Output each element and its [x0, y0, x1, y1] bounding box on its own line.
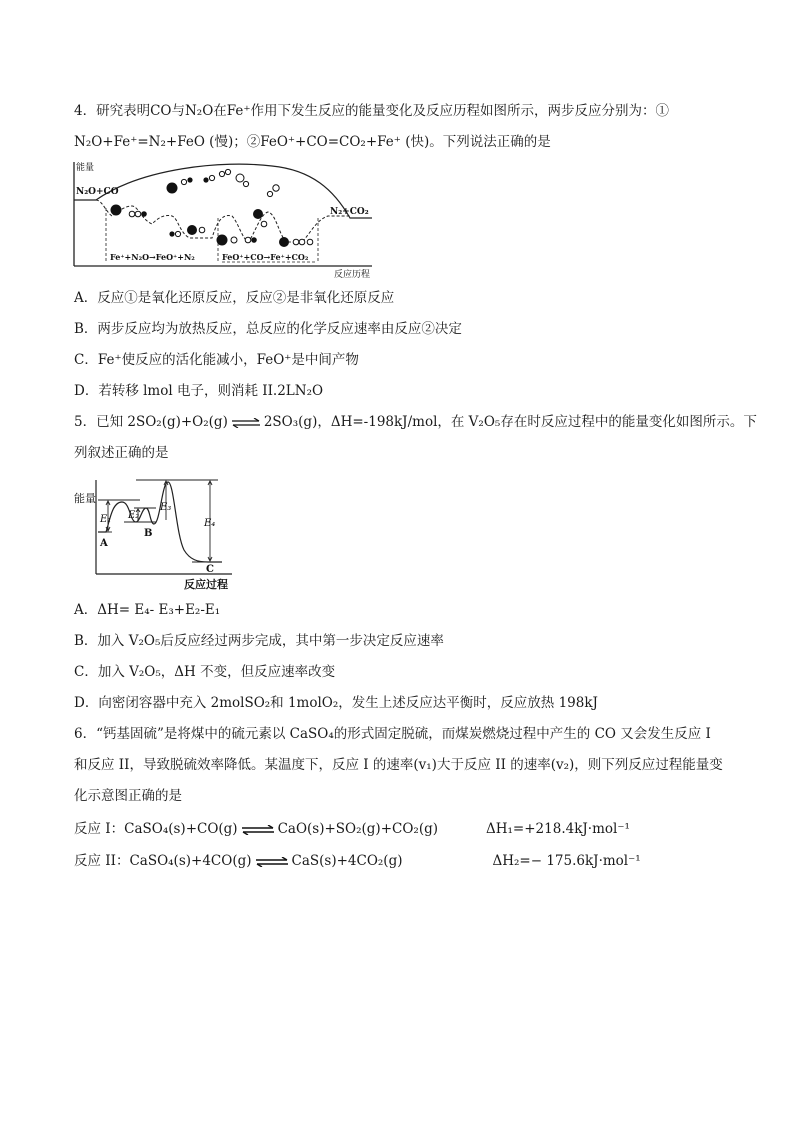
q5-option-d: D．向密闭容器中充入 2molSO₂和 1molO₂，发生上述反应达平衡时，反应放热 198kJ — [74, 695, 598, 711]
q6-r2-right: CaS(s)+4CO₂(g) — [291, 853, 403, 869]
q6-r2-left: 反应 II：CaSO₄(s)+4CO(g) — [74, 853, 252, 869]
q4-option-a: A．反应①是氧化还原反应，反应②是非氧化还原反应 — [74, 290, 395, 306]
q4-end-label: N₂+CO₂ — [330, 207, 369, 217]
equilibrium-arrow-icon — [255, 857, 289, 867]
q4-option-c: C．Fe⁺使反应的活化能减小，FeO⁺是中间产物 — [74, 352, 359, 368]
q5-stem-line1 — [74, 413, 757, 431]
q5-equation-right: 2SO₃(g)，ΔH=-198kJ/mol，在 V₂O₅存在时反应过程中的能量变化如图所示。下 — [263, 414, 757, 430]
q6-r1-left: 反应 I：CaSO₄(s)+CO(g) — [74, 821, 238, 837]
q5-stem-line2: 列叙述正确的是 — [74, 445, 169, 461]
q5-e4-label: E₄ — [204, 518, 216, 529]
q5-e1-label: E₁ — [100, 514, 112, 525]
q4-energy-diagram — [72, 158, 392, 280]
q6-r1-enthalpy: ΔH₁=+218.4kJ·mol⁻¹ — [486, 821, 630, 837]
q4-option-d: D．若转移 lmol 电子，则消耗 II.2LN₂O — [74, 383, 324, 399]
q4-stem-line1: 4．研究表明CO与N₂O在Fe⁺作用下发生反应的能量变化及反应历程如图所示，两步反应分别为：① — [74, 103, 670, 119]
q4-x-axis-label: 反应历程 — [334, 270, 371, 280]
q5-e2-label: E₂ — [128, 510, 140, 521]
q6-reaction-2 — [74, 852, 641, 870]
q5-point-c: C — [206, 564, 214, 575]
q5-y-axis-label: 能量 — [74, 492, 96, 505]
q5-point-a: A — [100, 538, 108, 549]
q6-stem-line1: 6．“钙基固硫”是将煤中的硫元素以 CaSO₄的形式固定脱硫，而煤炭燃烧过程中产生的 CO 又会发生反应 I — [74, 726, 711, 742]
q6-stem-line2: 和反应 II，导致脱硫效率降低。某温度下，反应 I 的速率(v₁)大于反应 II 的速率(v₂)，则下列反应过程能量变 — [74, 757, 723, 773]
q5-option-a: A．ΔH= E₄- E₃+E₂-E₁ — [74, 602, 221, 618]
q4-start-label: N₂O+CO — [76, 187, 119, 197]
equilibrium-arrow-icon — [231, 418, 261, 428]
q5-point-b: B — [144, 528, 153, 539]
q5-x-axis-label: 反应过程 — [184, 578, 228, 591]
q4-stem-line2: N₂O+Fe⁺=N₂+FeO (慢)；②FeO⁺+CO=CO₂+Fe⁺ (快)。下列说法正确的是 — [74, 134, 551, 150]
q5-equation-left: 5．已知 2SO₂(g)+O₂(g) — [74, 414, 228, 430]
q4-step2-label: FeO⁺+CO→Fe⁺+CO₂ — [222, 252, 309, 262]
q4-y-axis-label: 能量 — [76, 163, 95, 173]
q6-reaction-1 — [74, 820, 630, 838]
q4-option-b: B．两步反应均为放热反应，总反应的化学反应速率由反应②决定 — [74, 321, 462, 337]
equilibrium-arrow-icon — [241, 825, 275, 835]
q6-stem-line3: 化示意图正确的是 — [74, 788, 182, 804]
q5-energy-diagram — [72, 474, 252, 592]
q4-step1-label: Fe⁺+N₂O→FeO⁺+N₂ — [110, 252, 195, 262]
q5-e3-label: E₃ — [160, 502, 172, 513]
q6-r2-enthalpy: ΔH₂=− 175.6kJ·mol⁻¹ — [492, 853, 641, 869]
q5-option-c: C．加入 V₂O₅，ΔH 不变，但反应速率改变 — [74, 664, 336, 680]
q5-option-b: B．加入 V₂O₅后反应经过两步完成，其中第一步决定反应速率 — [74, 633, 444, 649]
q6-r1-right: CaO(s)+SO₂(g)+CO₂(g) — [277, 821, 438, 837]
